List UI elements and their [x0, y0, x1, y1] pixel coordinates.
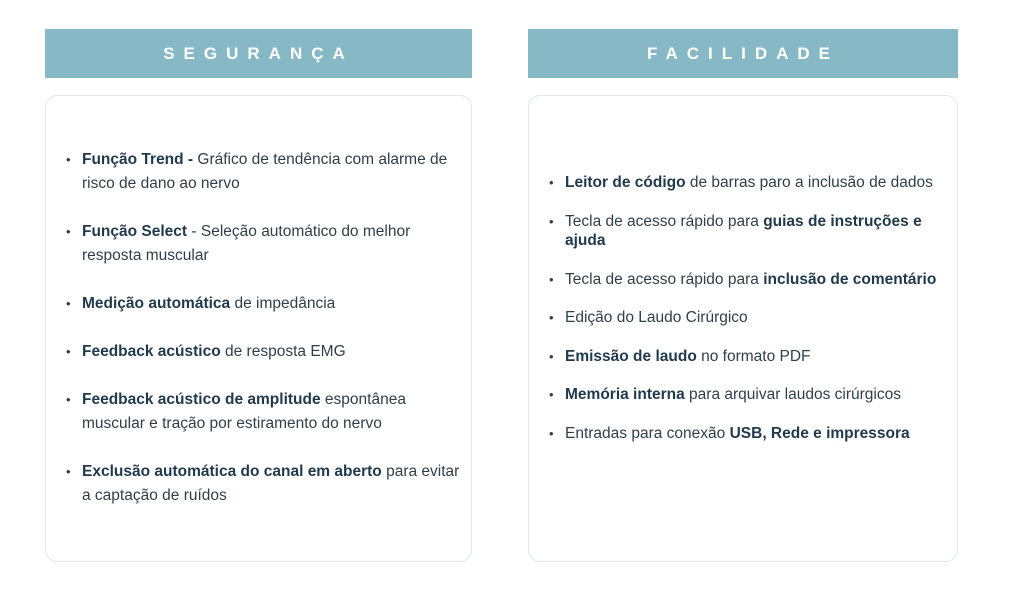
- bullet-icon: •: [549, 425, 554, 441]
- item-text: Edição do Laudo Cirúrgico: [565, 309, 748, 326]
- item-bold-text: Feedback acústico de amplitude: [82, 391, 321, 408]
- item-text: no formato PDF: [696, 347, 811, 365]
- item-bold-text: Função Trend -: [82, 151, 198, 168]
- item-text: espontânea muscular e tração por estiramento do nervo: [82, 391, 406, 432]
- list-item: [66, 148, 466, 196]
- facilidade-header: [528, 29, 958, 78]
- item-text: Tecla de acesso rápido para: [565, 212, 764, 230]
- item-text: Tecla de acesso rápido para: [565, 270, 764, 288]
- item-text: de barras paro a inclusão de dados: [685, 174, 933, 191]
- item-bold-text: Emissão de laudo: [565, 347, 697, 365]
- item-text: de resposta EMG: [220, 343, 346, 360]
- item-bold-text: Exclusão automática do canal em aberto: [82, 463, 382, 480]
- bullet-icon: •: [66, 224, 71, 239]
- item-text: Gráfico de tendência com alarme de risco de dano ao nervo: [82, 151, 448, 192]
- item-bold-text: inclusão de comentário: [763, 270, 937, 288]
- item-bold-text: Feedback acústico: [82, 343, 221, 360]
- list-item: [549, 308, 955, 328]
- list-item: [549, 347, 955, 367]
- item-text: para arquivar laudos cirúrgicos: [684, 386, 901, 403]
- facilidade-card: [528, 95, 958, 562]
- list-item: [549, 212, 955, 251]
- item-bold-text: guias de instruções e ajuda: [565, 212, 922, 249]
- bullet-icon: •: [549, 348, 554, 364]
- list-item: [66, 292, 466, 316]
- facilidade-list: [549, 173, 955, 462]
- item-bold-text: USB, Rede e impressora: [729, 424, 910, 442]
- list-item: [66, 388, 466, 436]
- facilidade-title: FACILIDADE: [647, 43, 839, 63]
- seguranca-header: [45, 29, 472, 78]
- item-text: - Seleção automático do melhor resposta muscular: [82, 223, 411, 264]
- bullet-icon: •: [549, 387, 554, 402]
- item-bold-text: Memória interna: [565, 386, 685, 403]
- bullet-icon: •: [549, 213, 554, 229]
- item-text: Entradas para conexão: [565, 424, 730, 442]
- seguranca-card: [45, 95, 472, 562]
- bullet-icon: •: [66, 296, 71, 311]
- bullet-icon: •: [66, 392, 71, 407]
- item-text: para evitar a captação de ruídos: [82, 463, 460, 504]
- list-item: [66, 340, 466, 364]
- bullet-icon: •: [549, 310, 554, 325]
- bullet-icon: •: [66, 464, 71, 479]
- item-bold-text: Medição automática: [82, 295, 231, 312]
- list-item: [549, 424, 955, 444]
- bullet-icon: •: [66, 344, 71, 359]
- item-bold-text: Leitor de código: [565, 174, 686, 191]
- seguranca-list: [66, 148, 466, 532]
- seguranca-title: SEGURANÇA: [163, 43, 354, 63]
- item-bold-text: Função Select: [82, 223, 188, 240]
- list-item: [549, 270, 955, 290]
- list-item: [66, 220, 466, 268]
- bullet-icon: •: [549, 271, 554, 287]
- item-text: de impedância: [230, 295, 336, 312]
- list-item: [66, 460, 466, 508]
- bullet-icon: •: [549, 175, 554, 190]
- list-item: [549, 173, 955, 193]
- bullet-icon: •: [66, 152, 71, 167]
- list-item: [549, 385, 955, 405]
